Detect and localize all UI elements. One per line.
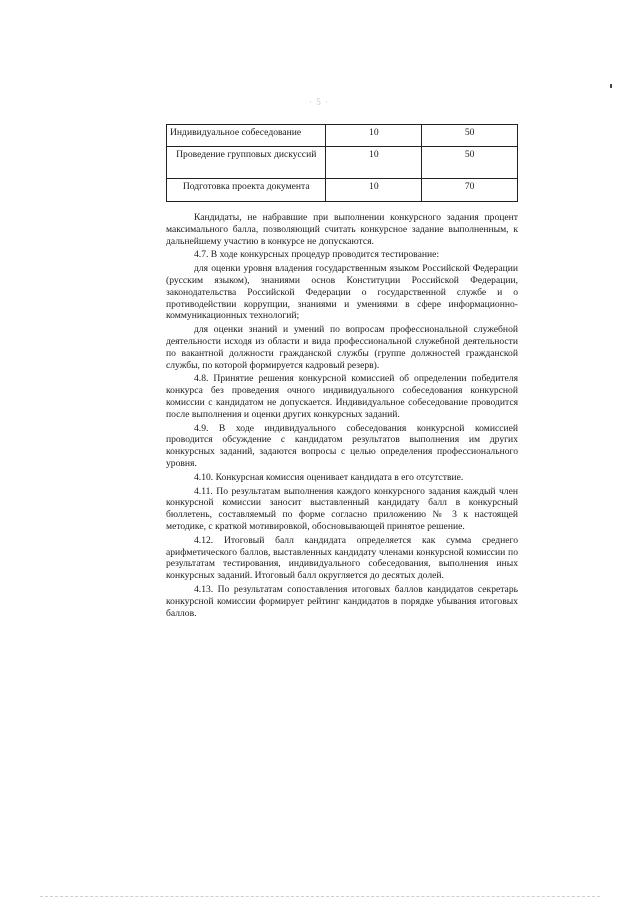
- paragraph-4-7: 4.7. В ходе конкурсных процедур проводится тестирование:: [194, 249, 440, 261]
- page-number: · 5 ·: [309, 97, 329, 107]
- table-cell-name: Индивидуальное собеседование: [167, 125, 326, 147]
- paragraph-4-10: 4.10. Конкурсная комиссия оценивает кандидата в его отсутствие.: [194, 471, 464, 483]
- paragraph-4-13: 4.13. По результатам сопоставления итоговых баллов кандидатов секретарь конкурсной комиссии формирует рейтинг кандидатов в порядке убывания итоговых баллов.: [166, 583, 518, 619]
- score-table: [166, 124, 518, 202]
- scan-edge-mark: [610, 84, 612, 88]
- table-cell-max: 50: [422, 147, 518, 179]
- paragraph-4-12: 4.12. Итоговый балл кандидата определяется как сумма среднего арифметического баллов, выставленных кандидату членами конкурсной комиссии по результатам тестирования, индивидуального собеседования, выполнения иных конкурсных заданий. Итоговый балл округляется до десятых долей.: [166, 534, 518, 582]
- document-body: [166, 212, 518, 621]
- table-row: [167, 125, 518, 147]
- table-cell-max: 70: [422, 179, 518, 202]
- table-row: [167, 179, 518, 202]
- table-cell-value: 10: [326, 147, 422, 179]
- paragraph-4-9: 4.9. В ходе индивидуального собеседования конкурсной комиссией проводится обсуждение с кандидатом результатов выполнения им других конкурсных заданий, задаются вопросы с целью определения профессионального уровня.: [166, 422, 518, 469]
- paragraph-4-11: 4.11. По результатам выполнения каждого конкурсного задания каждый член конкурсной комиссии заносит выставленный кандидату балл в конкурсный бюллетень, составляемый по форме согласно приложению № 3 к настоящей методике, с краткой мотивировкой, обосновывающей принятое решение.: [166, 485, 518, 532]
- table-cell-value: 10: [326, 179, 422, 202]
- table-cell-name: Подготовка проекта документа: [167, 179, 326, 202]
- table-cell-name: Проведение групповых дискуссий: [167, 147, 326, 179]
- paragraph-testing-language: для оценки уровня владения государственным языком Российской Федерации (русским языком), знаниями основ Конституции Российской Федерации, законодательства Российской Федерации о государственной службе и о противодействии коррупции, знаниями и умениями в сфере информационно-коммуникационных технологий;: [166, 263, 518, 322]
- scan-bottom-edge: [40, 896, 600, 897]
- paragraph-testing-professional: для оценки знаний и умений по вопросам профессиональной служебной деятельности исходя из области и вида профессиональной служебной деятельности по вакантной должности гражданской службы (группе должностей гражданской службы, по которой формируется кадровый резерв).: [166, 324, 518, 371]
- paragraph-4-8: 4.8. Принятие решения конкурсной комиссией об определении победителя конкурса без проведения очного индивидуального собеседования конкурсной комиссии с кандидатом не допускается. Индивидуальное собеседование проводится после выполнения и оценки других конкурсных заданий.: [166, 373, 518, 420]
- paragraph-threshold: Кандидаты, не набравшие при выполнении конкурсного задания процент максимального балла, позволяющий считать конкурсное задание выполненным, к дальнейшему участию в конкурсе не допускаются.: [166, 212, 518, 247]
- table-cell-max: 50: [422, 125, 518, 147]
- table-row: [167, 147, 518, 179]
- table-cell-value: 10: [326, 125, 422, 147]
